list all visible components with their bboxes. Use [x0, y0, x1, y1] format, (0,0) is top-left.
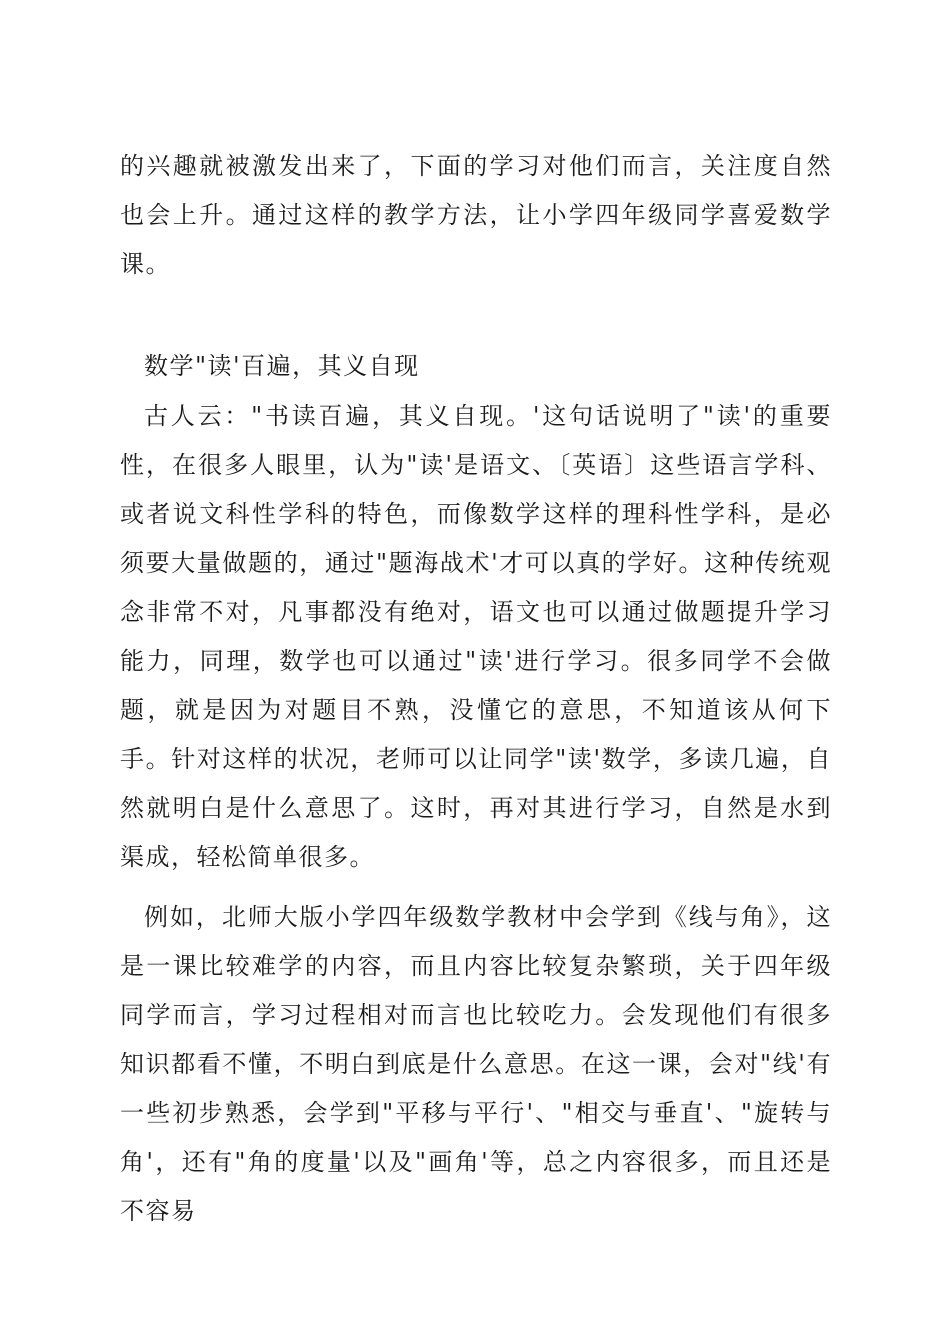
- paragraph-continuation: 的兴趣就被激发出来了，下面的学习对他们而言，关注度自然也会上升。通过这样的教学方法，让小学四年级同学喜爱数学课。: [120, 152, 832, 278]
- paragraph-ancient-saying: 古人云："书读百遍，其义自现。'这句话说明了"读'的重要性，在很多人眼里，认为"读'是语文、〔英语〕这些语言学科、或者说文科性学科的特色，而像数学这样的理科性学科，是必须要大量做题的，通过"题海战术'才可以真的学好。这种传统观念非常不对，凡事都没有绝对，语文也可以通过做题提升学习能力，同理，数学也可以通过"读'进行学习。很多同学不会做题，就是因为对题目不熟，没懂它的意思，不知道该从何下手。针对这样的状况，老师可以让同学"读'数学，多读几遍，自然就明白是什么意思了。这时，再对其进行学习，自然是水到渠成，轻松简单很多。: [120, 402, 832, 871]
- section-heading: 数学"读'百遍，其义自现: [144, 352, 420, 380]
- paragraph-example: 例如，北师大版小学四年级数学教材中会学到《线与角》，这是一课比较难学的内容，而且内容比较复杂繁琐，关于四年级同学而言，学习过程相对而言也比较吃力。会发现他们有很多知识都看不懂，不明白到底是什么意思。在这一课，会对"线'有一些初步熟悉，会学到"平移与平行'、"相交与垂直'、"旋转与角'，还有"角的度量'以及"画角'等，总之内容很多，而且还是不容易: [120, 903, 832, 1225]
